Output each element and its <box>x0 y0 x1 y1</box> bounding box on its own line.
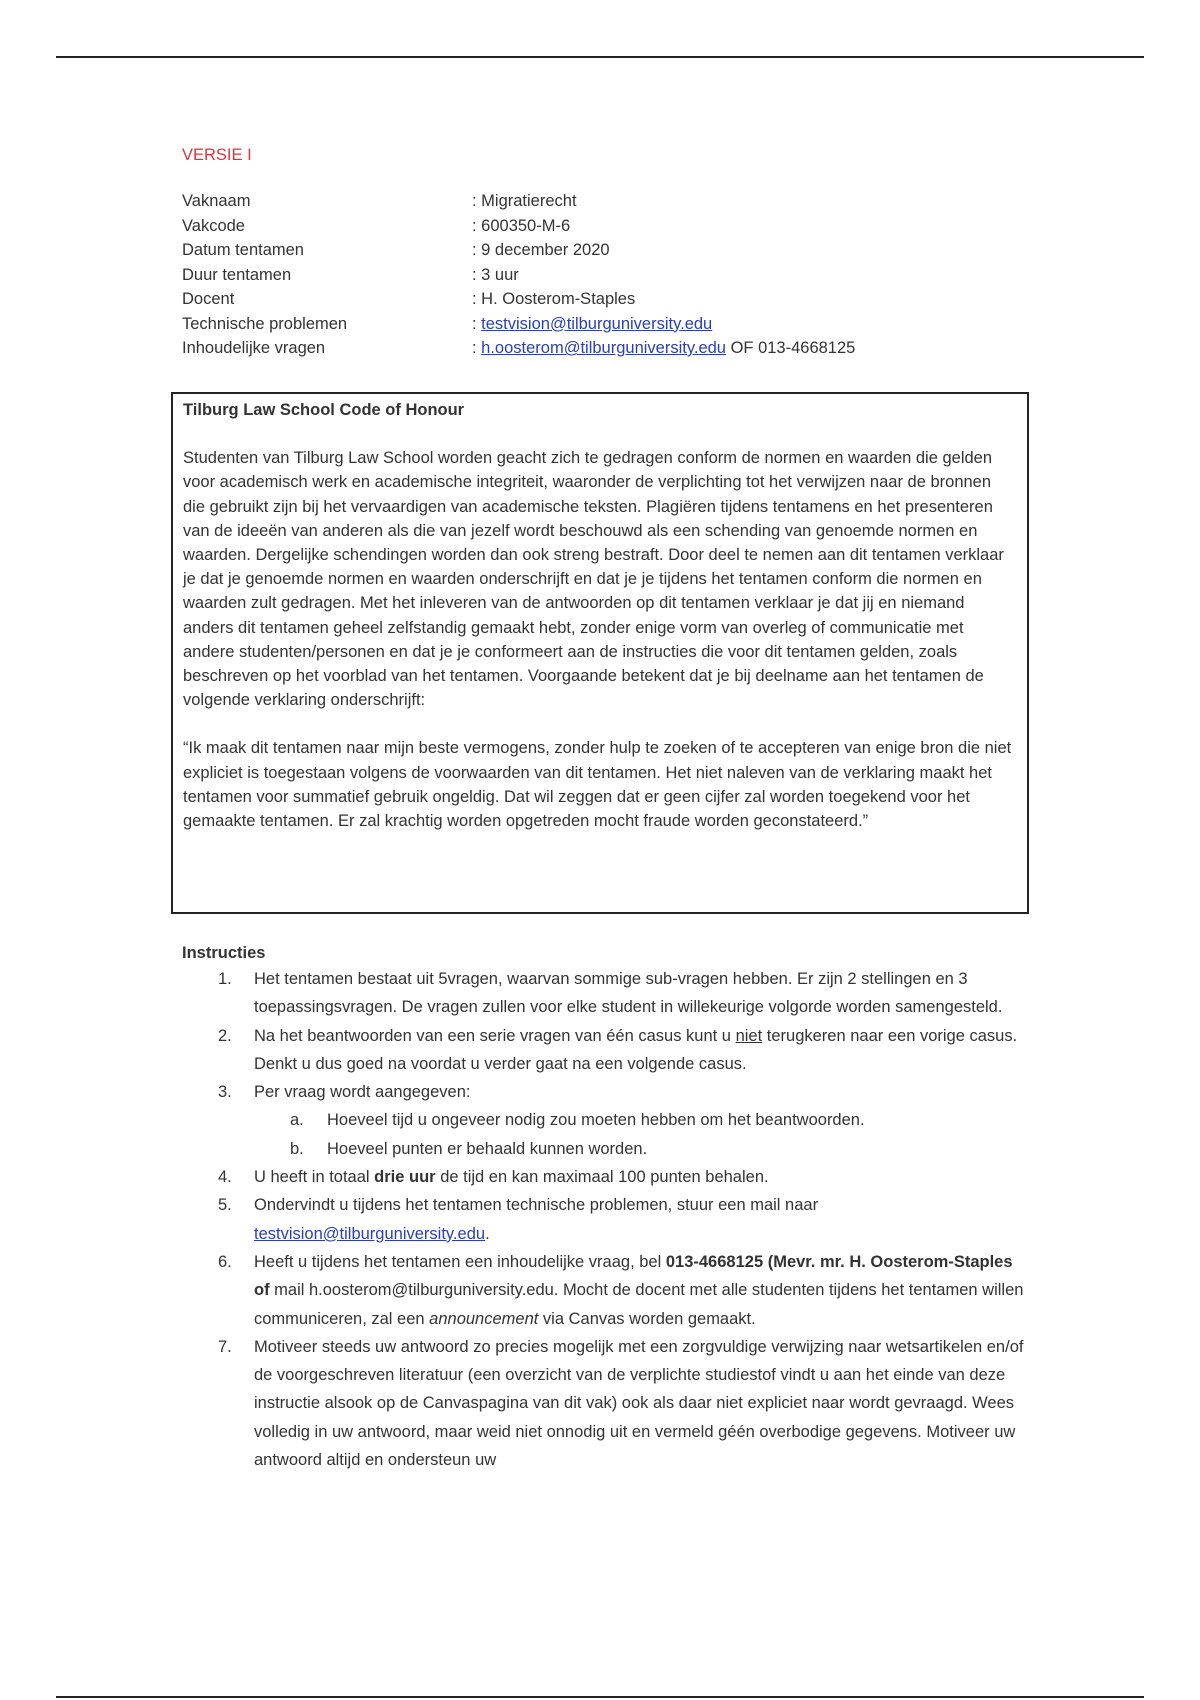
meta-row-teacher <box>182 287 1032 312</box>
item-text: Motiveer steeds uw antwoord zo precies mogelijk met een zorgvuldige verwijzing naar wetsartikelen en/of de voorgeschreven literatuur (een overzicht van de verplichte studiestof vindt u aan het einde van deze instructie alsook op de Canvaspagina van dit vak) ook als daar niet expliciet naar wordt gevraagd. Wees volledig in uw antwoord, maar weid niet onnodig uit en vermeld géén overbodige gegevens. Motiveer uw antwoord altijd en ondersteun uw <box>254 1337 1024 1470</box>
item-number: 6. <box>218 1252 232 1271</box>
meta-value: : H. Oosterom-Staples <box>472 290 636 308</box>
item-bold: drie uur <box>374 1168 436 1187</box>
meta-label: Inhoudelijke vragen <box>182 339 326 357</box>
meta-value: : 9 december 2020 <box>472 241 610 259</box>
code-of-honour-box <box>171 392 1029 914</box>
meta-row-course <box>182 189 1032 214</box>
meta-label: Technische problemen <box>182 314 348 333</box>
exam-meta <box>182 189 1032 361</box>
item-number: 1. <box>218 970 232 988</box>
item-text: Heeft u tijdens het tentamen een inhoudelijke vraag, bel <box>254 1252 666 1271</box>
phone-text: OF 013-4668125 <box>725 339 856 357</box>
colon-prefix: : <box>472 314 482 333</box>
colon-prefix: : <box>472 339 482 357</box>
item-number: 7. <box>218 1337 232 1356</box>
instruction-item <box>182 1078 1032 1163</box>
instruction-item <box>182 1191 1032 1248</box>
meta-row-code <box>182 214 1032 239</box>
item-number: 5. <box>218 1196 232 1215</box>
instruction-item <box>182 1022 1032 1079</box>
sub-item <box>182 1106 1032 1134</box>
tech-email-link[interactable]: testvision@tilburguniversity.edu <box>254 1224 486 1243</box>
instructions <box>182 941 1032 1474</box>
header-rule <box>56 56 1144 58</box>
meta-label: Vakcode <box>182 216 245 235</box>
item-text: de tijd en kan maximaal 100 punten behalen. <box>435 1168 769 1187</box>
sub-item <box>182 1135 1032 1163</box>
item-text: Het tentamen bestaat uit 5vragen, waarvan sommige sub-vragen hebben. Er zijn 2 stellingen en 3 toepassingsvragen. De vragen zullen voor elke student in willekeurige volgorde worden samengesteld. <box>254 970 1003 1017</box>
instructions-list <box>182 965 1032 1474</box>
sub-item-letter: b. <box>290 1139 304 1158</box>
item-number: 4. <box>218 1168 232 1187</box>
item-text: Per vraag wordt aangegeven: <box>254 1083 471 1102</box>
honour-title: Tilburg Law School Code of Honour <box>183 401 465 419</box>
sub-item-text: Hoeveel punten er behaald kunnen worden. <box>327 1139 648 1158</box>
tech-email-link[interactable]: testvision@tilburguniversity.edu <box>481 314 713 333</box>
item-text: mail h.oosterom@tilburguniversity.edu. Mocht de docent met alle studenten tijdens het tentamen willen communiceren, zal een <box>254 1281 1024 1328</box>
honour-statement: “Ik maak dit tentamen naar mijn beste vermogens, zonder hulp te zoeken of te accepteren van enige bron die niet expliciet is toegestaan volgens de voorwaarden van dit tentamen. Het niet naleven van de verklaring maakt het tentamen voor summatief gebruik ongeldig. Dat wil zeggen dat er geen cijfer zal worden toegekend voor het gemaakte tentamen. Er zal krachtig worden opgetreden mocht fraude worden geconstateerd.” <box>183 739 1012 831</box>
instruction-item <box>182 965 1032 1022</box>
meta-label: Datum tentamen <box>182 241 304 259</box>
teacher-email-link[interactable]: h.oosterom@tilburguniversity.edu <box>481 339 726 357</box>
meta-row-duration <box>182 263 1032 288</box>
item-number: 2. <box>218 1026 232 1045</box>
instruction-item <box>182 1333 1032 1474</box>
meta-value: : 600350-M-6 <box>472 216 571 235</box>
meta-value: : Migratierecht <box>472 192 577 210</box>
meta-label: Duur tentamen <box>182 265 292 284</box>
instruction-item <box>182 1163 1032 1191</box>
footer-rule <box>56 1696 1144 1698</box>
instruction-item <box>182 1248 1032 1333</box>
meta-row-tech-problems <box>182 312 1032 337</box>
item-bold: 013-4668125 (Mevr. mr. H. Oosterom-Staples of <box>254 1252 1013 1300</box>
meta-label: Docent <box>182 290 235 308</box>
exam-cover-page <box>182 146 1032 1470</box>
sub-item-text: Hoeveel tijd u ongeveer nodig zou moeten hebben om het beantwoorden. <box>327 1111 865 1130</box>
meta-value <box>472 312 1032 337</box>
item-text: U heeft in totaal <box>254 1168 375 1187</box>
item-italic: announcement <box>429 1309 539 1328</box>
honour-paragraph: Studenten van Tilburg Law School worden geacht zich te gedragen conform de normen en waarden die gelden voor academisch werk en academische integriteit, waaronder de verplichting tot het verwijzen naar de bronnen die gebruikt zijn bij het vervaardigen van academische teksten. Plagiëren tijdens tentamens en het presenteren van de ideeën van anderen als die van jezelf wordt beschouwd als een schending van genoemde normen en waarden. Dergelijke schendingen worden dan ook streng bestraft. Door deel te nemen aan dit tentamen verklaar je dat je genoemde normen en waarden onderschrijft en dat je je tijdens het tentamen conform die normen en waarden zult gedragen. Met het inleveren van de antwoorden op dit tentamen verklaar je dat jij en niemand anders dit tentamen geheel zelfstandig gemaakt hebt, zonder enige vorm van overleg of communicatie met andere studenten/personen en dat je je conformeert aan de instructies die voor dit tentamen gelden, zoals beschreven op het voorblad van het tentamen. Voorgaande betekent dat je bij deelname aan het tentamen de volgende verklaring onderschrijft: <box>183 449 1004 710</box>
meta-label: Vaknaam <box>182 192 251 210</box>
item-text: terugkeren naar een vorige casus. Denkt u dus goed na voordat u verder gaat na een volgende casus. <box>254 1026 1018 1073</box>
version-label: VERSIE I <box>182 146 252 164</box>
sub-item-letter: a. <box>290 1111 304 1130</box>
sub-list <box>254 1106 1032 1163</box>
meta-row-date <box>182 238 1032 263</box>
item-text: via Canvas worden gemaakt. <box>538 1309 756 1328</box>
item-text: Ondervindt u tijdens het tentamen technische problemen, stuur een mail naar <box>254 1196 819 1215</box>
meta-row-content-questions <box>182 336 1032 361</box>
item-underlined: niet <box>735 1026 763 1045</box>
meta-value: : 3 uur <box>472 265 519 284</box>
item-number: 3. <box>218 1083 232 1102</box>
item-text: . <box>485 1224 490 1243</box>
item-text: Na het beantwoorden van een serie vragen van één casus kunt u <box>254 1026 736 1045</box>
instructions-title: Instructies <box>182 944 266 962</box>
meta-value <box>472 336 1032 361</box>
